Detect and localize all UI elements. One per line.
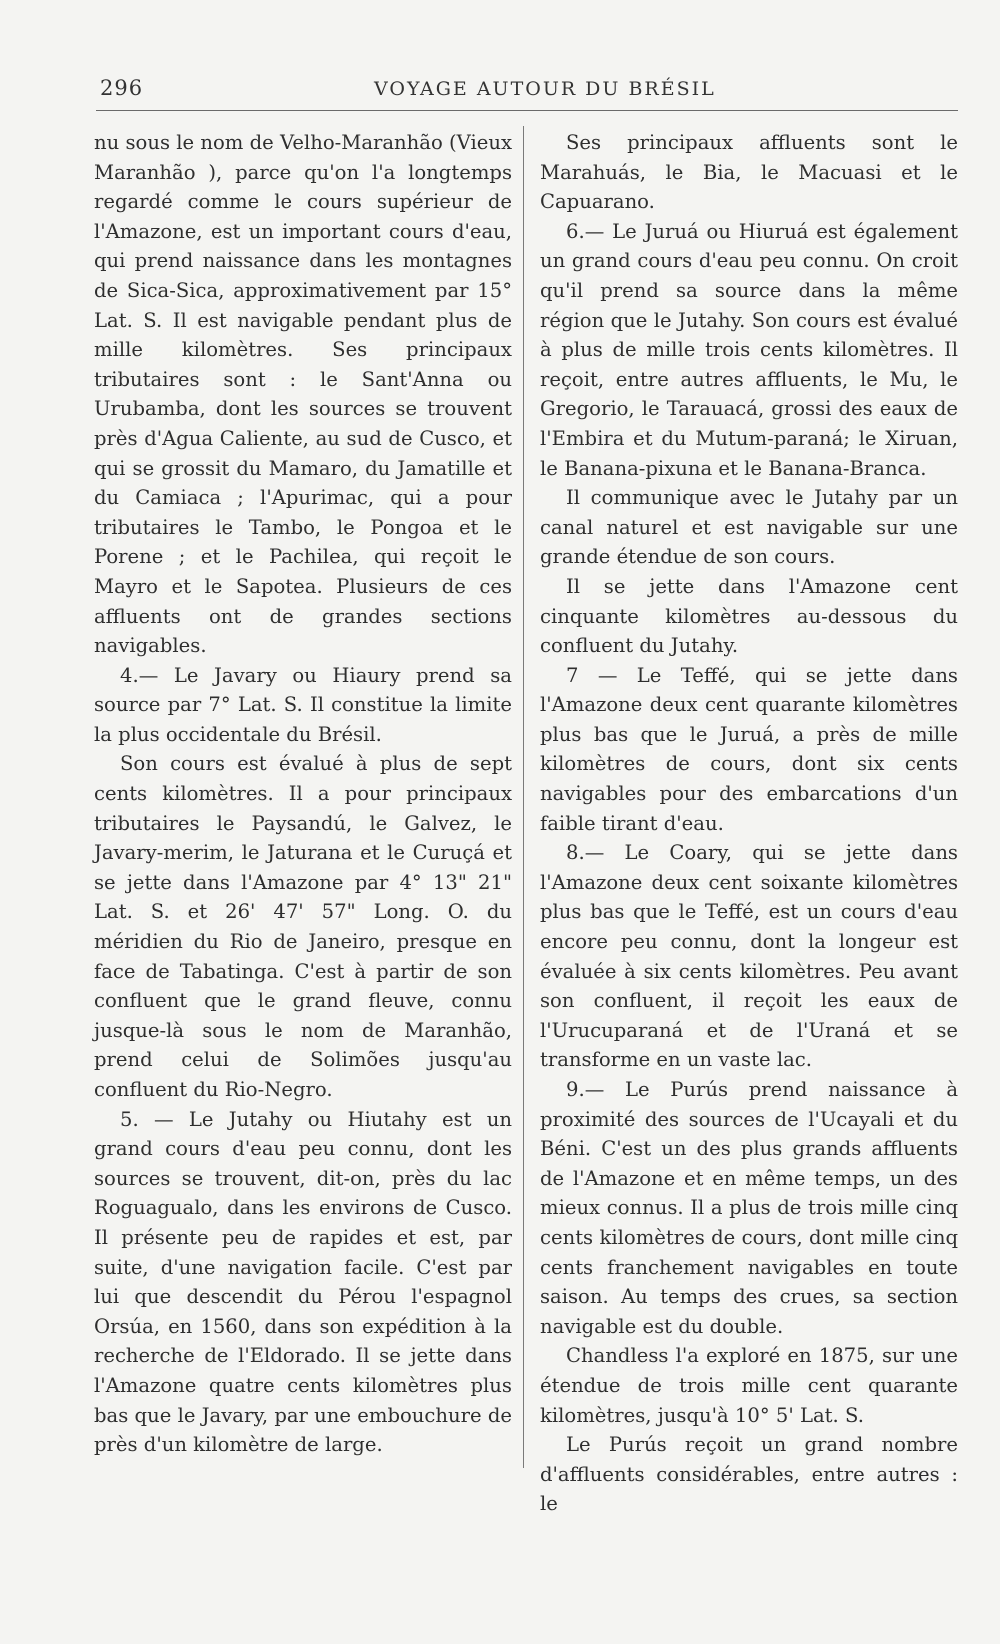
paragraph: Son cours est évalué à plus de sept cents kilomètres. Il a pour principaux tributaires le Paysandú, le Galvez, le Javary-merim, le Jaturana et le Curuçá et se jette dans l'Amazone par 4° 13" 21" Lat. S. et 26' 47' 57" Long. O. du méridien du Rio de Janeiro, presque en face de Tabatinga. C'est à partir de son confluent que le grand fleuve, connu jusque-là sous le nom de Maranhão, prend celui de Solimões jusqu'au confluent du Rio-Negro.: [94, 752, 512, 1101]
paragraph: 9.— Le Purús prend naissance à proximité des sources de l'Ucayali et du Béni. C'est un des plus grands affluents de l'Amazone et en même temps, un des mieux connus. Il a plus de trois mille cinq cents kilomètres de cours, dont mille cinq cents franchement navigables en toute saison. Au temps des crues, sa section navigable est du double.: [540, 1078, 958, 1338]
paragraph: Il communique avec le Jutahy par un canal naturel et est navigable sur une grande étendue de son cours.: [540, 486, 958, 569]
paragraph: Ses principaux affluents sont le Marahuás, le Bia, le Macuasi et le Capuarano.: [540, 131, 958, 214]
page-number: 296: [100, 76, 144, 100]
paragraph: 8.— Le Coary, qui se jette dans l'Amazone deux cent soixante kilomètres plus bas que le Teffé, est un cours d'eau encore peu connu, dont la longeur est évaluée à six cents kilomètres. Peu avant son confluent, il reçoit les eaux de l'Urucuparaná et de l'Uraná et se transforme en un vaste lac.: [540, 841, 958, 1072]
paragraph: 5. — Le Jutahy ou Hiutahy est un grand cours d'eau peu connu, dont les sources se trouvent, dit-on, près du lac Roguagualo, dans les environs de Cusco. Il présente peu de rapides et est, par suite, d'une navigation facile. C'est par lui que descendit du Pérou l'espagnol Orsúa, en 1560, dans son expédition à la recherche de l'Eldorado. Il se jette dans l'Amazone quatre cents kilomètres plus bas que le Javary, par une embouchure de près d'un kilomètre de large.: [94, 1107, 512, 1457]
header-rule: [96, 110, 958, 111]
column-separator: [523, 126, 524, 1468]
paragraph: Il se jette dans l'Amazone cent cinquante kilomètres au-dessous du confluent du Jutahy.: [540, 574, 958, 658]
paragraph: Chandless l'a exploré en 1875, sur une étendue de trois mille cent quarante kilomètres, jusqu'à 10° 5' Lat. S.: [540, 1344, 958, 1427]
running-title: VOYAGE AUTOUR DU BRÉSIL: [374, 78, 716, 100]
page-header: [92, 70, 960, 110]
left-column: [94, 128, 512, 1460]
right-column: [540, 128, 958, 1519]
paragraph: 7 — Le Teffé, qui se jette dans l'Amazone deux cent quarante kilomètres plus bas que le Juruá, a près de mille kilomètres de cours, dont six cents navigables pour des embarcations d'un faible tirant d'eau.: [540, 663, 958, 835]
paragraph: Le Purús reçoit un grand nombre d'affluents considérables, entre autres : le: [540, 1433, 958, 1516]
paragraph: 6.— Le Juruá ou Hiuruá est également un grand cours d'eau peu connu. On croit qu'il prend sa source dans la même région que le Jutahy. Son cours est évalué à plus de mille trois cents kilomètres. Il reçoit, entre autres affluents, le Mu, le Gregorio, le Tarauacá, grossi des eaux de l'Embira et du Mutum-paraná; le Xiruan, le Banana-pixuna et le Banana-Branca.: [540, 219, 958, 480]
paragraph: 4.— Le Javary ou Hiaury prend sa source par 7° Lat. S. Il constitue la limite la plus occidentale du Brésil.: [94, 663, 512, 746]
paragraph: nu sous le nom de Velho-Maranhão (Vieux Maranhão ), parce qu'on l'a longtemps regardé comme le cours supérieur de l'Amazone, est un important cours d'eau, qui prend naissance dans les montagnes de Sica-Sica, approximativement par 15° Lat. S. Il est navigable pendant plus de mille kilomètres. Ses principaux tributaires sont : le Sant'Anna ou Urubamba, dont les sources se trouvent près d'Agua Caliente, au sud de Cusco, et qui se grossit du Mamaro, du Jamatille et du Camiaca ; l'Apurimac, qui a pour tributaires le Tambo, le Pongoa et le Porene ; et le Pachilea, qui reçoit le Mayro et le Sapotea. Plusieurs de ces affluents ont de grandes sections navigables.: [94, 131, 512, 658]
